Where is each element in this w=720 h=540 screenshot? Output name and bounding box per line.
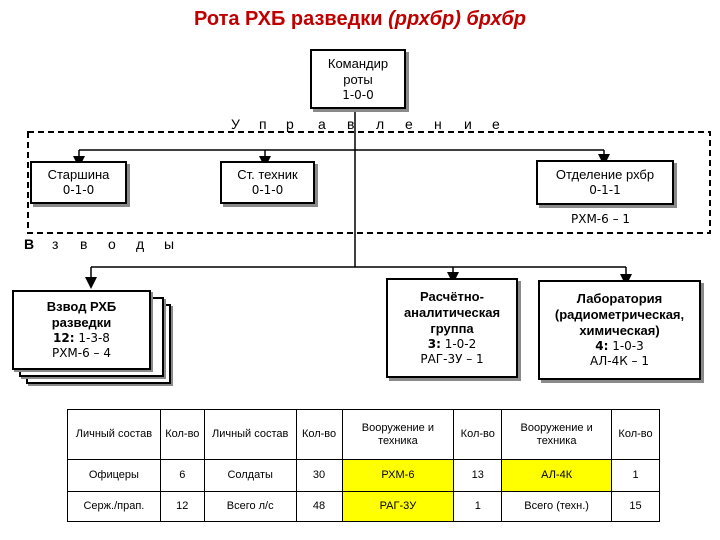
lab-title-2: (радиометрическая, (554, 307, 685, 322)
table-header-cell: Кол-во (160, 410, 204, 460)
section-title: Отделение рхбр (555, 167, 655, 182)
table-header-cell: Личный состав (68, 410, 161, 460)
table-cell: Всего (техн.) (502, 492, 612, 522)
table-cell: РАГ-3У (342, 492, 454, 522)
page-title: Рота РХБ разведки (ррхбр) брхбр (194, 8, 526, 30)
table-cell: Офицеры (68, 460, 161, 492)
starshina-box (30, 161, 127, 204)
platoon-count-label: 12: (53, 331, 75, 345)
table-row (68, 492, 660, 522)
table-cell: Солдаты (204, 460, 296, 492)
section-box (536, 160, 674, 205)
calc-group-title: Расчётно- (420, 289, 484, 304)
table-cell: 13 (454, 460, 502, 492)
starshina-code: 0-1-0 (62, 183, 95, 197)
lab-box (538, 280, 701, 380)
technician-code: 0-1-0 (251, 183, 284, 197)
table-row (68, 460, 660, 492)
commander-title: Командир (327, 55, 389, 71)
table-cell: 6 (160, 460, 204, 492)
calc-group-count: 1-0-2 (440, 337, 477, 351)
platoon-vehicle: РХМ-6 – 4 (51, 346, 112, 360)
calc-group-box (386, 278, 518, 378)
platoon-title-2: разведки (51, 315, 112, 330)
calc-group-vehicle: РАГ-3У – 1 (420, 352, 484, 366)
table-cell: Всего л/с (204, 492, 296, 522)
lab-count: 1-0-3 (608, 339, 644, 353)
table-cell: АЛ-4К (502, 460, 612, 492)
commander-title-2: роты (343, 71, 373, 87)
calc-group-count-label: 3: (427, 337, 441, 351)
calc-group-title-3: группа (430, 321, 474, 336)
platoon-count: 1-3-8 (74, 331, 110, 345)
commander-box (310, 49, 406, 109)
section-vehicle: РХМ-6 – 1 (571, 212, 631, 226)
table-header-cell: Кол-во (454, 410, 502, 460)
table-header-row (68, 410, 660, 460)
table-cell: 48 (296, 492, 342, 522)
table-cell: 30 (296, 460, 342, 492)
table-header-cell: Кол-во (296, 410, 342, 460)
table-cell: РХМ-6 (342, 460, 454, 492)
platoon-box (12, 290, 151, 370)
lab-count-label: 4: (595, 339, 609, 353)
starshina-title: Старшина (47, 167, 110, 182)
commander-code: 1-0-0 (342, 87, 374, 102)
platoon-title: Взвод РХБ (46, 299, 117, 314)
table-cell: 1 (454, 492, 502, 522)
summary-table (67, 409, 660, 522)
section-code: 0-1-1 (589, 183, 621, 197)
table-cell: 1 (612, 460, 660, 492)
table-cell: 12 (160, 492, 204, 522)
technician-box (220, 161, 315, 204)
lab-vehicle: АЛ-4К – 1 (590, 354, 649, 368)
calc-group-title-2: аналитическая (403, 305, 501, 320)
lab-title-3: химическая) (579, 323, 660, 338)
table-header-cell: Вооружение и техника (342, 410, 454, 460)
lab-title: Лаборатория (576, 291, 663, 306)
table-cell: 15 (612, 492, 660, 522)
table-cell: Серж./прап. (68, 492, 161, 522)
table-header-cell: Кол-во (612, 410, 660, 460)
table-header-cell: Личный состав (204, 410, 296, 460)
table-header-cell: Вооружение и техника (502, 410, 612, 460)
technician-title: Ст. техник (237, 167, 298, 182)
